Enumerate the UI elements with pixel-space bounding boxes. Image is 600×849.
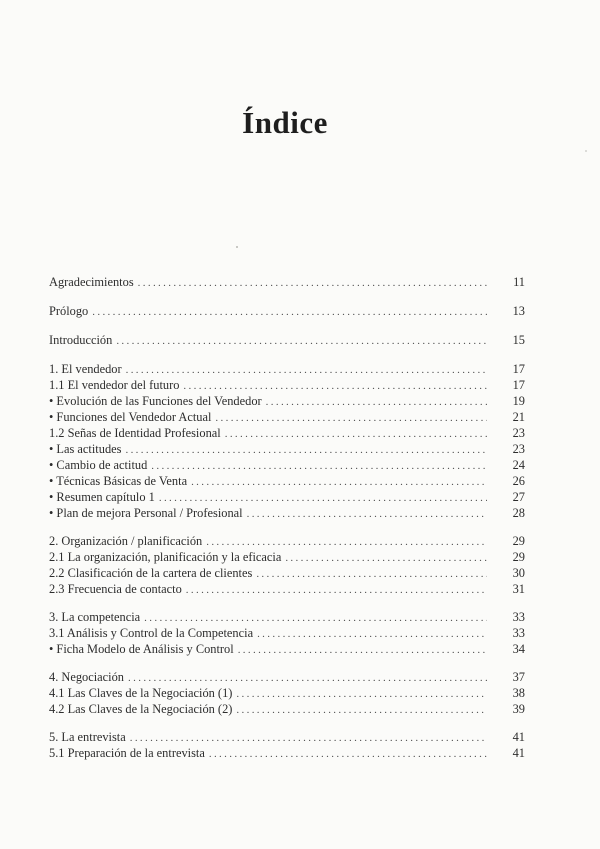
- dot-leader: [236, 702, 487, 718]
- toc-page-number: 33: [512, 626, 525, 640]
- dot-leader: [159, 490, 487, 506]
- dot-leader: [266, 394, 487, 410]
- toc-group: [49, 729, 525, 761]
- toc-entry-label: 2. Organización / planificación: [49, 534, 203, 548]
- toc-entry-label: 2.3 Frecuencia de contacto: [49, 582, 182, 596]
- section-spacer: [49, 657, 525, 669]
- dot-leader: [125, 442, 487, 458]
- dot-leader: [256, 566, 487, 582]
- toc-entry[interactable]: [49, 489, 525, 505]
- section-spacer: [49, 717, 525, 729]
- toc-entry-label: • Evolución de las Funciones del Vendedor: [49, 394, 262, 408]
- toc-page-number: 30: [512, 566, 525, 580]
- toc-entry[interactable]: [49, 581, 525, 597]
- dot-leader: [130, 730, 487, 746]
- toc-entry-label: 4. Negociación: [49, 670, 125, 684]
- table-of-contents: [49, 274, 525, 761]
- section-spacer: [49, 290, 525, 303]
- section-spacer: [49, 521, 525, 533]
- dot-leader: [126, 362, 487, 378]
- page-title: Índice: [242, 104, 328, 140]
- toc-entry[interactable]: [49, 701, 525, 717]
- toc-entry-label: 4.1 Las Claves de la Negociación (1): [49, 686, 233, 700]
- toc-page-number: 17: [512, 378, 525, 392]
- toc-entry-label: 1.2 Señas de Identidad Profesional: [49, 426, 221, 440]
- toc-page-number: 34: [512, 642, 525, 656]
- toc-entry[interactable]: [49, 377, 525, 393]
- toc-entry-label: 5.1 Preparación de la entrevista: [49, 746, 205, 760]
- toc-group: [49, 669, 525, 717]
- dot-leader: [183, 378, 487, 394]
- dot-leader: [186, 582, 487, 598]
- toc-entry[interactable]: [49, 332, 525, 348]
- toc-group: [49, 361, 525, 521]
- toc-page-number: 39: [512, 702, 525, 716]
- toc-entry[interactable]: [49, 457, 525, 473]
- toc-entry-label: Prólogo: [49, 304, 89, 318]
- toc-entry[interactable]: [49, 473, 525, 489]
- toc-entry-label: 1. El vendedor: [49, 362, 122, 376]
- toc-entry-label: 3.1 Análisis y Control de la Competencia: [49, 626, 254, 640]
- toc-entry[interactable]: [49, 274, 525, 290]
- toc-page-number: 29: [512, 534, 525, 548]
- toc-entry[interactable]: [49, 625, 525, 641]
- toc-entry-label: • Cambio de actitud: [49, 458, 148, 472]
- toc-entry[interactable]: [49, 609, 525, 625]
- dot-leader: [206, 534, 487, 550]
- toc-entry[interactable]: [49, 685, 525, 701]
- toc-group: [49, 303, 525, 319]
- toc-entry-label: • Plan de mejora Personal / Profesional: [49, 506, 243, 520]
- toc-page-number: 38: [512, 686, 525, 700]
- toc-entry-label: • Técnicas Básicas de Venta: [49, 474, 188, 488]
- toc-entry-label: • Ficha Modelo de Análisis y Control: [49, 642, 234, 656]
- toc-group: [49, 274, 525, 290]
- toc-page-number: 23: [512, 442, 525, 456]
- dot-leader: [92, 304, 487, 320]
- toc-entry[interactable]: [49, 409, 525, 425]
- dot-leader: [215, 410, 487, 426]
- dot-leader: [236, 686, 487, 702]
- toc-entry[interactable]: [49, 669, 525, 685]
- section-spacer: [49, 597, 525, 609]
- toc-page-number: 37: [512, 670, 525, 684]
- toc-entry-label: 2.1 La organización, planificación y la eficacia: [49, 550, 282, 564]
- toc-group: [49, 609, 525, 657]
- toc-page-number: 21: [512, 410, 525, 424]
- toc-entry[interactable]: [49, 505, 525, 521]
- dot-leader: [138, 275, 487, 291]
- toc-entry[interactable]: [49, 729, 525, 745]
- dot-leader: [128, 670, 487, 686]
- toc-entry-label: Introducción: [49, 333, 113, 347]
- toc-page-number: 23: [512, 426, 525, 440]
- section-spacer: [49, 319, 525, 332]
- toc-entry-label: • Resumen capítulo 1: [49, 490, 155, 504]
- toc-page-number: 41: [512, 746, 525, 760]
- dot-leader: [247, 506, 487, 522]
- toc-entry[interactable]: [49, 425, 525, 441]
- toc-entry[interactable]: [49, 533, 525, 549]
- toc-entry-label: 2.2 Clasificación de la cartera de clientes: [49, 566, 253, 580]
- dot-leader: [191, 474, 487, 490]
- dot-leader: [238, 642, 487, 658]
- dot-leader: [257, 626, 487, 642]
- toc-page-number: 24: [512, 458, 525, 472]
- toc-entry[interactable]: [49, 361, 525, 377]
- toc-entry-label: 1.1 El vendedor del futuro: [49, 378, 180, 392]
- toc-entry-label: 3. La competencia: [49, 610, 141, 624]
- toc-entry-label: • Funciones del Vendedor Actual: [49, 410, 212, 424]
- toc-entry[interactable]: [49, 393, 525, 409]
- toc-page-number: 11: [513, 275, 525, 289]
- toc-entry[interactable]: [49, 549, 525, 565]
- toc-page-number: 27: [512, 490, 525, 504]
- toc-entry[interactable]: [49, 303, 525, 319]
- toc-entry[interactable]: [49, 565, 525, 581]
- toc-group: [49, 533, 525, 597]
- toc-page-number: 29: [512, 550, 525, 564]
- dot-leader: [285, 550, 487, 566]
- toc-entry-label: 4.2 Las Claves de la Negociación (2): [49, 702, 233, 716]
- toc-page-number: 31: [512, 582, 525, 596]
- toc-page-number: 13: [512, 304, 525, 318]
- toc-page-number: 41: [512, 730, 525, 744]
- toc-entry-label: • Las actitudes: [49, 442, 122, 456]
- dot-leader: [144, 610, 487, 626]
- toc-page-number: 17: [512, 362, 525, 376]
- toc-page-number: 26: [512, 474, 525, 488]
- toc-page-number: 19: [512, 394, 525, 408]
- dot-leader: [151, 458, 487, 474]
- toc-page-number: 28: [512, 506, 525, 520]
- paper-speck: [585, 150, 587, 152]
- toc-entry[interactable]: [49, 441, 525, 457]
- toc-entry[interactable]: [49, 745, 525, 761]
- dot-leader: [225, 426, 487, 442]
- toc-page-number: 15: [512, 333, 525, 347]
- paper-speck: [236, 246, 238, 248]
- toc-entry-label: 5. La entrevista: [49, 730, 126, 744]
- dot-leader: [116, 333, 487, 349]
- toc-group: [49, 332, 525, 348]
- toc-page-number: 33: [512, 610, 525, 624]
- section-spacer: [49, 348, 525, 361]
- toc-entry[interactable]: [49, 641, 525, 657]
- dot-leader: [209, 746, 487, 762]
- toc-entry-label: Agradecimientos: [49, 275, 134, 289]
